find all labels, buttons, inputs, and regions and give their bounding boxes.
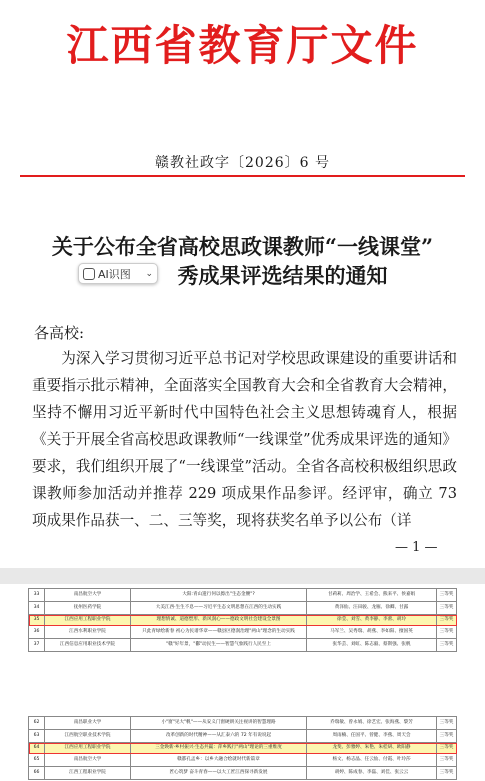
table-cell-award: 三等奖	[437, 717, 457, 730]
page-number: — 1 —	[395, 540, 438, 555]
table-cell-award: 三等奖	[437, 639, 457, 652]
notice-title-line2	[0, 261, 485, 291]
table-cell-award: 三等奖	[437, 626, 457, 639]
table-cell-award: 三等奖	[437, 743, 457, 754]
table-cell-work: 三金焕新·乡村振兴·生态共赢：萍乡践行"两山"理论的三重维度	[131, 743, 307, 754]
ai-recognize-label: AI识图	[98, 267, 131, 281]
table-cell-no: 35	[29, 615, 45, 626]
salutation: 各高校:	[34, 324, 85, 342]
table-cell-award: 三等奖	[437, 754, 457, 767]
red-divider	[20, 175, 465, 177]
table-cell-no: 34	[29, 602, 45, 615]
table-cell-authors: 马军兰、吴秀瑞、胡燕、李如阳、擅国英	[307, 626, 437, 639]
table-cell-work: 匠心筑梦 奋斗青春——以大工匠江西探寻新发展	[131, 767, 307, 780]
table-cell-school: 江西水利职业学院	[45, 626, 131, 639]
table-cell-award: 三等奖	[437, 602, 457, 615]
table-cell-no: 66	[29, 767, 45, 780]
table-cell-authors: 张华芸、刘虹、陈志毅、蔡斯强、张帆	[307, 639, 437, 652]
table-row	[29, 717, 457, 730]
page-separator	[0, 568, 485, 584]
table-cell-authors: 甘莉莉、周治学、王希会、熊来平、侯嘉娟	[307, 589, 437, 602]
table-row	[29, 615, 457, 626]
table-row	[29, 730, 457, 743]
table-cell-school: 江西应用工程职业学院	[45, 615, 131, 626]
table-cell-award: 三等奖	[437, 615, 457, 626]
table-cell-work: "赣"好年景，"鄱"动民生——智慧气象践行人民至上	[131, 639, 307, 652]
table-cell-work: 只此青绿绘新春 初心为民谱华章——赣县区德润治理"两山"理念的生动实践	[131, 626, 307, 639]
notice-title-line1: 关于公布全省高校思政课教师“一线课堂”	[51, 234, 434, 259]
table-row	[29, 626, 457, 639]
scan-icon	[83, 268, 95, 280]
table-row	[29, 743, 457, 754]
table-cell-award: 三等奖	[437, 767, 457, 780]
table-cell-work: 赣都孔孟乡：以乡大融合绘就时代新篇章	[131, 754, 307, 767]
table-cell-school: 南昌航空大学	[45, 589, 131, 602]
table-cell-no: 37	[29, 639, 45, 652]
table-cell-school: 江西信息应用职业技术学院	[45, 639, 131, 652]
table-cell-no: 36	[29, 626, 45, 639]
table-cell-authors: 黄泽仙、汪田骏、龙雁、徐卿、甘露	[307, 602, 437, 615]
award-table-section-1	[28, 588, 457, 652]
table-cell-school: 南昌航空大学	[45, 754, 131, 767]
table-cell-award: 三等奖	[437, 730, 457, 743]
table-cell-authors: 胡婷、陈成春、李磊、刘佳、张云云	[307, 767, 437, 780]
table-row	[29, 639, 457, 652]
table-cell-work: 小"窗"见大"帆"——从安义门窗硬朗关注视讲的智慧理路	[131, 717, 307, 730]
table-cell-authors: 龙斐、彭雅婷、朱艳、朱桂研、欧阳静	[307, 743, 437, 754]
table-cell-work: 改革创新的时代精神——从汇泰六的 72 年有说说起	[131, 730, 307, 743]
table-cell-work: 大美江西·生生不息——习近平生态文明思想在江西的生动实践	[131, 602, 307, 615]
award-table-section-2	[28, 716, 457, 780]
table-cell-school: 江西工程职业学院	[45, 767, 131, 780]
table-cell-no: 33	[29, 589, 45, 602]
table-cell-authors: 周雨楠、任国平、曾健、李燕、周天会	[307, 730, 437, 743]
table-cell-school: 抚州医药学院	[45, 602, 131, 615]
table-cell-work: 大阳:青山遗行何以擦出"生态金腰"?	[131, 589, 307, 602]
table-cell-authors: 乔瑞敏、曾永娟、徐艺宏、张海燕、黎芳	[307, 717, 437, 730]
table-cell-work: 理想情诚、道德塑形、新风润心——德政文明社会建设全景图	[131, 615, 307, 626]
table-row	[29, 589, 457, 602]
table-cell-award: 三等奖	[437, 589, 457, 602]
table-cell-authors: 徐莹、刘雪、黄李静、李蕾、胡玲	[307, 615, 437, 626]
chevron-down-icon[interactable]: ⌄	[145, 268, 153, 279]
table-cell-school: 江西应用工程职业学院	[45, 743, 131, 754]
table-cell-authors: 杨文、杨志晶、任云仙、付霞、叶玲莎	[307, 754, 437, 767]
table-cell-no: 63	[29, 730, 45, 743]
table-row	[29, 754, 457, 767]
document-number: 赣教社政字〔2026〕6 号	[155, 155, 330, 171]
table-cell-school: 江西航空职业技术学院	[45, 730, 131, 743]
notice-title-line2-text: 秀成果评选结果的通知	[177, 263, 388, 288]
table-cell-no: 65	[29, 754, 45, 767]
table-cell-no: 64	[29, 743, 45, 754]
table-cell-no: 62	[29, 717, 45, 730]
document-header-title: 江西省教育厅文件	[66, 21, 419, 70]
ai-recognize-button[interactable]	[78, 263, 158, 284]
table-cell-school: 南昌职业大学	[45, 717, 131, 730]
table-row	[29, 602, 457, 615]
body-paragraph: 为深入学习贯彻习近平总书记对学校思政课建设的重要讲话和重要指示批示精神，全面落实全国教育大会和全省教育大会精神，坚持不懈用习近平新时代中国特色社会主义思想铸魂育人，根据《关于开展全省高校思政课教师“一线课堂”优秀成果评选的通知》要求，我们组织开展了“一线课堂”活动。全省各高校积极组织思政课教师参加活动并推荐 229 项成果作品参评。经评审，确立 73 项成果作品获一、二、三等奖，现将获奖名单予以公布（详	[32, 350, 457, 529]
table-row	[29, 767, 457, 780]
